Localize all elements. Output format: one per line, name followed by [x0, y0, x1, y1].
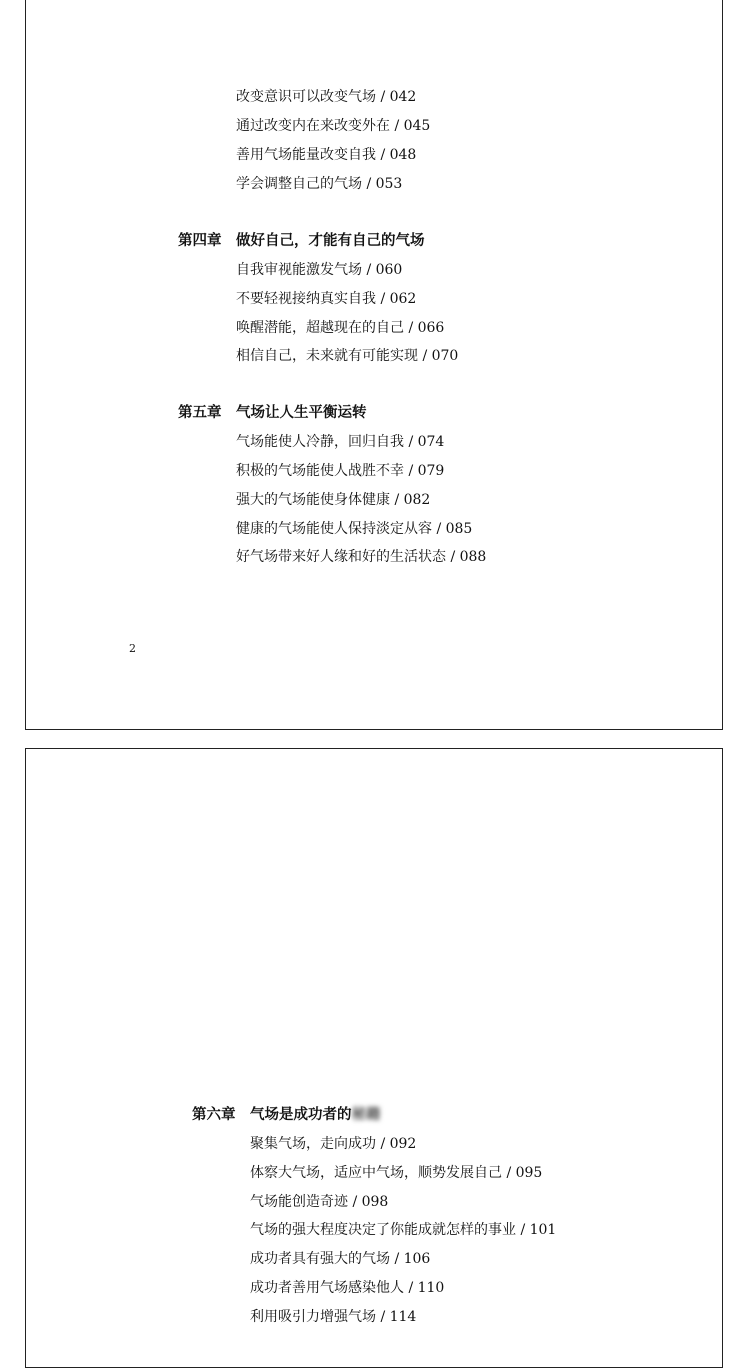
toc-entry: 不要轻视接纳真实自我 / 062 [236, 291, 417, 307]
toc-entry: 积极的气场能使人战胜不幸 / 079 [236, 463, 445, 479]
toc-entry: 气场能创造奇迹 / 098 [250, 1194, 389, 1210]
chapter-number: 第五章 [178, 404, 222, 421]
toc-entry: 相信自己，未来就有可能实现 / 070 [236, 348, 459, 364]
toc-entry: 利用吸引力增强气场 / 114 [250, 1309, 417, 1325]
toc-entry: 通过改变内在来改变外在 / 045 [236, 118, 431, 134]
chapter-number: 第六章 [192, 1106, 236, 1123]
chapter-heading [192, 1106, 381, 1124]
toc-entry: 自我审视能激发气场 / 060 [236, 262, 403, 278]
document-page-1 [25, 0, 723, 730]
chapter-heading [178, 404, 367, 422]
page-number: 2 [129, 642, 136, 655]
toc-entry: 成功者善用气场感染他人 / 110 [250, 1280, 445, 1296]
toc-entry: 唤醒潜能，超越现在的自己 / 066 [236, 320, 445, 336]
chapter-title: 气场让人生平衡运转 [236, 404, 367, 421]
chapter-title: 气场是成功者的 [250, 1106, 352, 1123]
toc-entry: 善用气场能量改变自我 / 048 [236, 147, 417, 163]
chapter-heading [178, 232, 425, 250]
chapter-title-blurred: 秘籍 [351, 1106, 381, 1123]
toc-entry: 气场的强大程度决定了你能成就怎样的事业 / 101 [250, 1222, 557, 1238]
toc-entry: 好气场带来好人缘和好的生活状态 / 088 [236, 549, 487, 565]
document-page-2 [25, 748, 723, 1368]
toc-entry: 学会调整自己的气场 / 053 [236, 176, 403, 192]
chapter-title: 做好自己，才能有自己的气场 [236, 232, 425, 249]
toc-entry: 改变意识可以改变气场 / 042 [236, 89, 417, 105]
toc-entry: 气场能使人冷静，回归自我 / 074 [236, 434, 445, 450]
toc-entry: 健康的气场能使人保持淡定从容 / 085 [236, 521, 473, 537]
toc-entry: 强大的气场能使身体健康 / 082 [236, 492, 431, 508]
toc-entry: 成功者具有强大的气场 / 106 [250, 1251, 431, 1267]
toc-entry: 聚集气场，走向成功 / 092 [250, 1136, 417, 1152]
chapter-number: 第四章 [178, 232, 222, 249]
toc-entry: 体察大气场，适应中气场，顺势发展自己 / 095 [250, 1165, 543, 1181]
